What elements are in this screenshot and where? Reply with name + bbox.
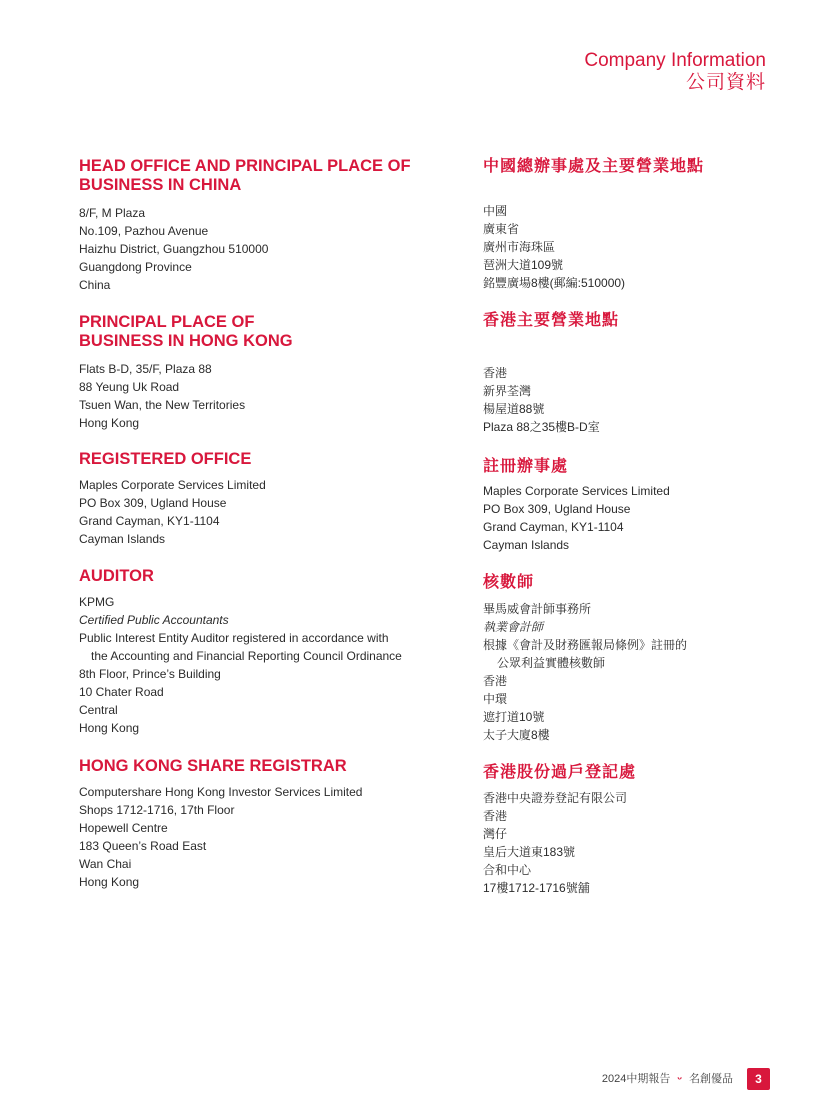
address-line: 琶洲大道109號: [483, 258, 564, 272]
address-line: 香港中央證券登記有限公司: [483, 791, 628, 805]
address-line: Hong Kong: [79, 875, 140, 889]
address-line: 88 Yeung Uk Road: [79, 380, 180, 394]
address-line: Plaza 88之35樓B-D室: [483, 420, 600, 434]
address-lines: [79, 783, 449, 891]
section-heading: [79, 450, 449, 469]
address-line: 廣東省: [483, 222, 520, 236]
heading-line: HONG KONG SHARE REGISTRAR: [79, 757, 347, 775]
address-lines: [483, 202, 783, 292]
address-line: 10 Chater Road: [79, 685, 164, 699]
address-line: No.109, Pazhou Avenue: [79, 224, 209, 238]
address-line: 廣州市海珠區: [483, 240, 556, 254]
address-line: Guangdong Province: [79, 260, 192, 274]
header-title-zh: 公司資料: [685, 72, 766, 93]
address-line: Cayman Islands: [483, 538, 570, 552]
address-line: 香港: [483, 809, 508, 823]
address-line: Grand Cayman, KY1-1104: [483, 520, 624, 534]
section-heading: 香港主要營業地點: [483, 312, 620, 329]
address-line: 新界荃灣: [483, 384, 532, 398]
section-heading: [79, 757, 449, 776]
address-line: Flats B-D, 35/F, Plaza 88: [79, 362, 212, 376]
address-lines: [483, 789, 783, 897]
footer-report-label: 2024中期報告: [601, 1073, 671, 1085]
section-share-registrar-en: [79, 757, 449, 891]
heading-line: BUSINESS IN HONG KONG: [79, 332, 293, 350]
address-line: Wan Chai: [79, 857, 132, 871]
address-line: Computershare Hong Kong Investor Services Limited: [79, 785, 363, 799]
address-line: the Accounting and Financial Reporting Council Ordinance: [91, 649, 402, 663]
page-number-badge: 3: [747, 1068, 770, 1090]
address-line: 183 Queen’s Road East: [79, 839, 207, 853]
section-heading: 註冊辦事處: [483, 458, 569, 475]
section-registered-office-en: [79, 450, 449, 548]
address-line: 執業會計師: [483, 620, 544, 634]
section-auditor-zh: [483, 573, 783, 744]
address-line: PO Box 309, Ugland House: [483, 502, 631, 516]
address-line: 皇后大道東183號: [483, 845, 576, 859]
address-line: Hong Kong: [79, 721, 140, 735]
address-line: Hopewell Centre: [79, 821, 168, 835]
header-title-en: Company Information: [584, 50, 766, 71]
address-line: Cayman Islands: [79, 532, 166, 546]
address-lines: [483, 364, 783, 436]
address-line: KPMG: [79, 595, 115, 609]
brand-logo-icon: ᵕ: [677, 1073, 682, 1085]
address-line: 香港: [483, 366, 508, 380]
section-heading: 中國總辦事處及主要營業地點: [483, 158, 705, 175]
address-lines: [79, 204, 449, 294]
section-heading: [79, 567, 449, 586]
section-share-registrar-zh: [483, 763, 783, 897]
section-heading: [79, 313, 449, 351]
address-line: Certified Public Accountants: [79, 613, 229, 627]
address-line: 遮打道10號: [483, 710, 545, 724]
heading-line: PRINCIPAL PLACE OF: [79, 313, 255, 331]
address-line: 灣仔: [483, 827, 508, 841]
address-line: Public Interest Entity Auditor registered in accordance with: [79, 631, 389, 645]
section-hk-place-zh: [483, 311, 783, 436]
address-line: 17樓1712-1716號舖: [483, 881, 590, 895]
address-line: 8/F, M Plaza: [79, 206, 146, 220]
section-registered-office-zh: [483, 457, 783, 554]
address-lines: [79, 476, 449, 548]
address-line: 畢馬威會計師事務所: [483, 602, 592, 616]
address-line: Haizhu District, Guangzhou 510000: [79, 242, 269, 256]
address-lines: [79, 360, 449, 432]
address-line: 香港: [483, 674, 508, 688]
address-line: PO Box 309, Ugland House: [79, 496, 227, 510]
section-head-office-en: [79, 157, 449, 294]
address-line: Maples Corporate Services Limited: [79, 478, 266, 492]
section-heading: [79, 157, 449, 195]
address-lines: [79, 593, 449, 737]
section-heading: 核數師: [483, 574, 535, 591]
heading-line: BUSINESS IN CHINA: [79, 176, 242, 194]
address-line: 銘豐廣場8樓(郵編:510000): [483, 276, 626, 290]
section-auditor-en: [79, 567, 449, 737]
address-line: 公眾利益實體核數師: [497, 656, 606, 670]
address-line: 合和中心: [483, 863, 532, 877]
address-line: 太子大廈8樓: [483, 728, 550, 742]
address-lines: [483, 600, 783, 744]
address-line: Maples Corporate Services Limited: [483, 484, 670, 498]
section-heading: 香港股份過戶登記處: [483, 764, 637, 781]
address-line: Shops 1712-1716, 17th Floor: [79, 803, 235, 817]
heading-line: AUDITOR: [79, 567, 154, 585]
address-line: 中國: [483, 204, 508, 218]
footer: [602, 1071, 733, 1087]
footer-brand-name: 名創優品: [689, 1073, 733, 1085]
address-line: Grand Cayman, KY1-1104: [79, 514, 220, 528]
section-head-office-zh: [483, 157, 783, 292]
address-line: Hong Kong: [79, 416, 140, 430]
address-line: 根據《會計及財務匯報局條例》註冊的: [483, 638, 688, 652]
address-line: Central: [79, 703, 118, 717]
address-lines: [483, 482, 783, 554]
address-line: China: [79, 278, 111, 292]
address-line: 8th Floor, Prince’s Building: [79, 667, 221, 681]
section-hk-place-en: [79, 313, 449, 432]
heading-line: REGISTERED OFFICE: [79, 450, 252, 468]
address-line: Tsuen Wan, the New Territories: [79, 398, 246, 412]
address-line: 楊屋道88號: [483, 402, 545, 416]
address-line: 中環: [483, 692, 508, 706]
heading-line: HEAD OFFICE AND PRINCIPAL PLACE OF: [79, 157, 411, 175]
